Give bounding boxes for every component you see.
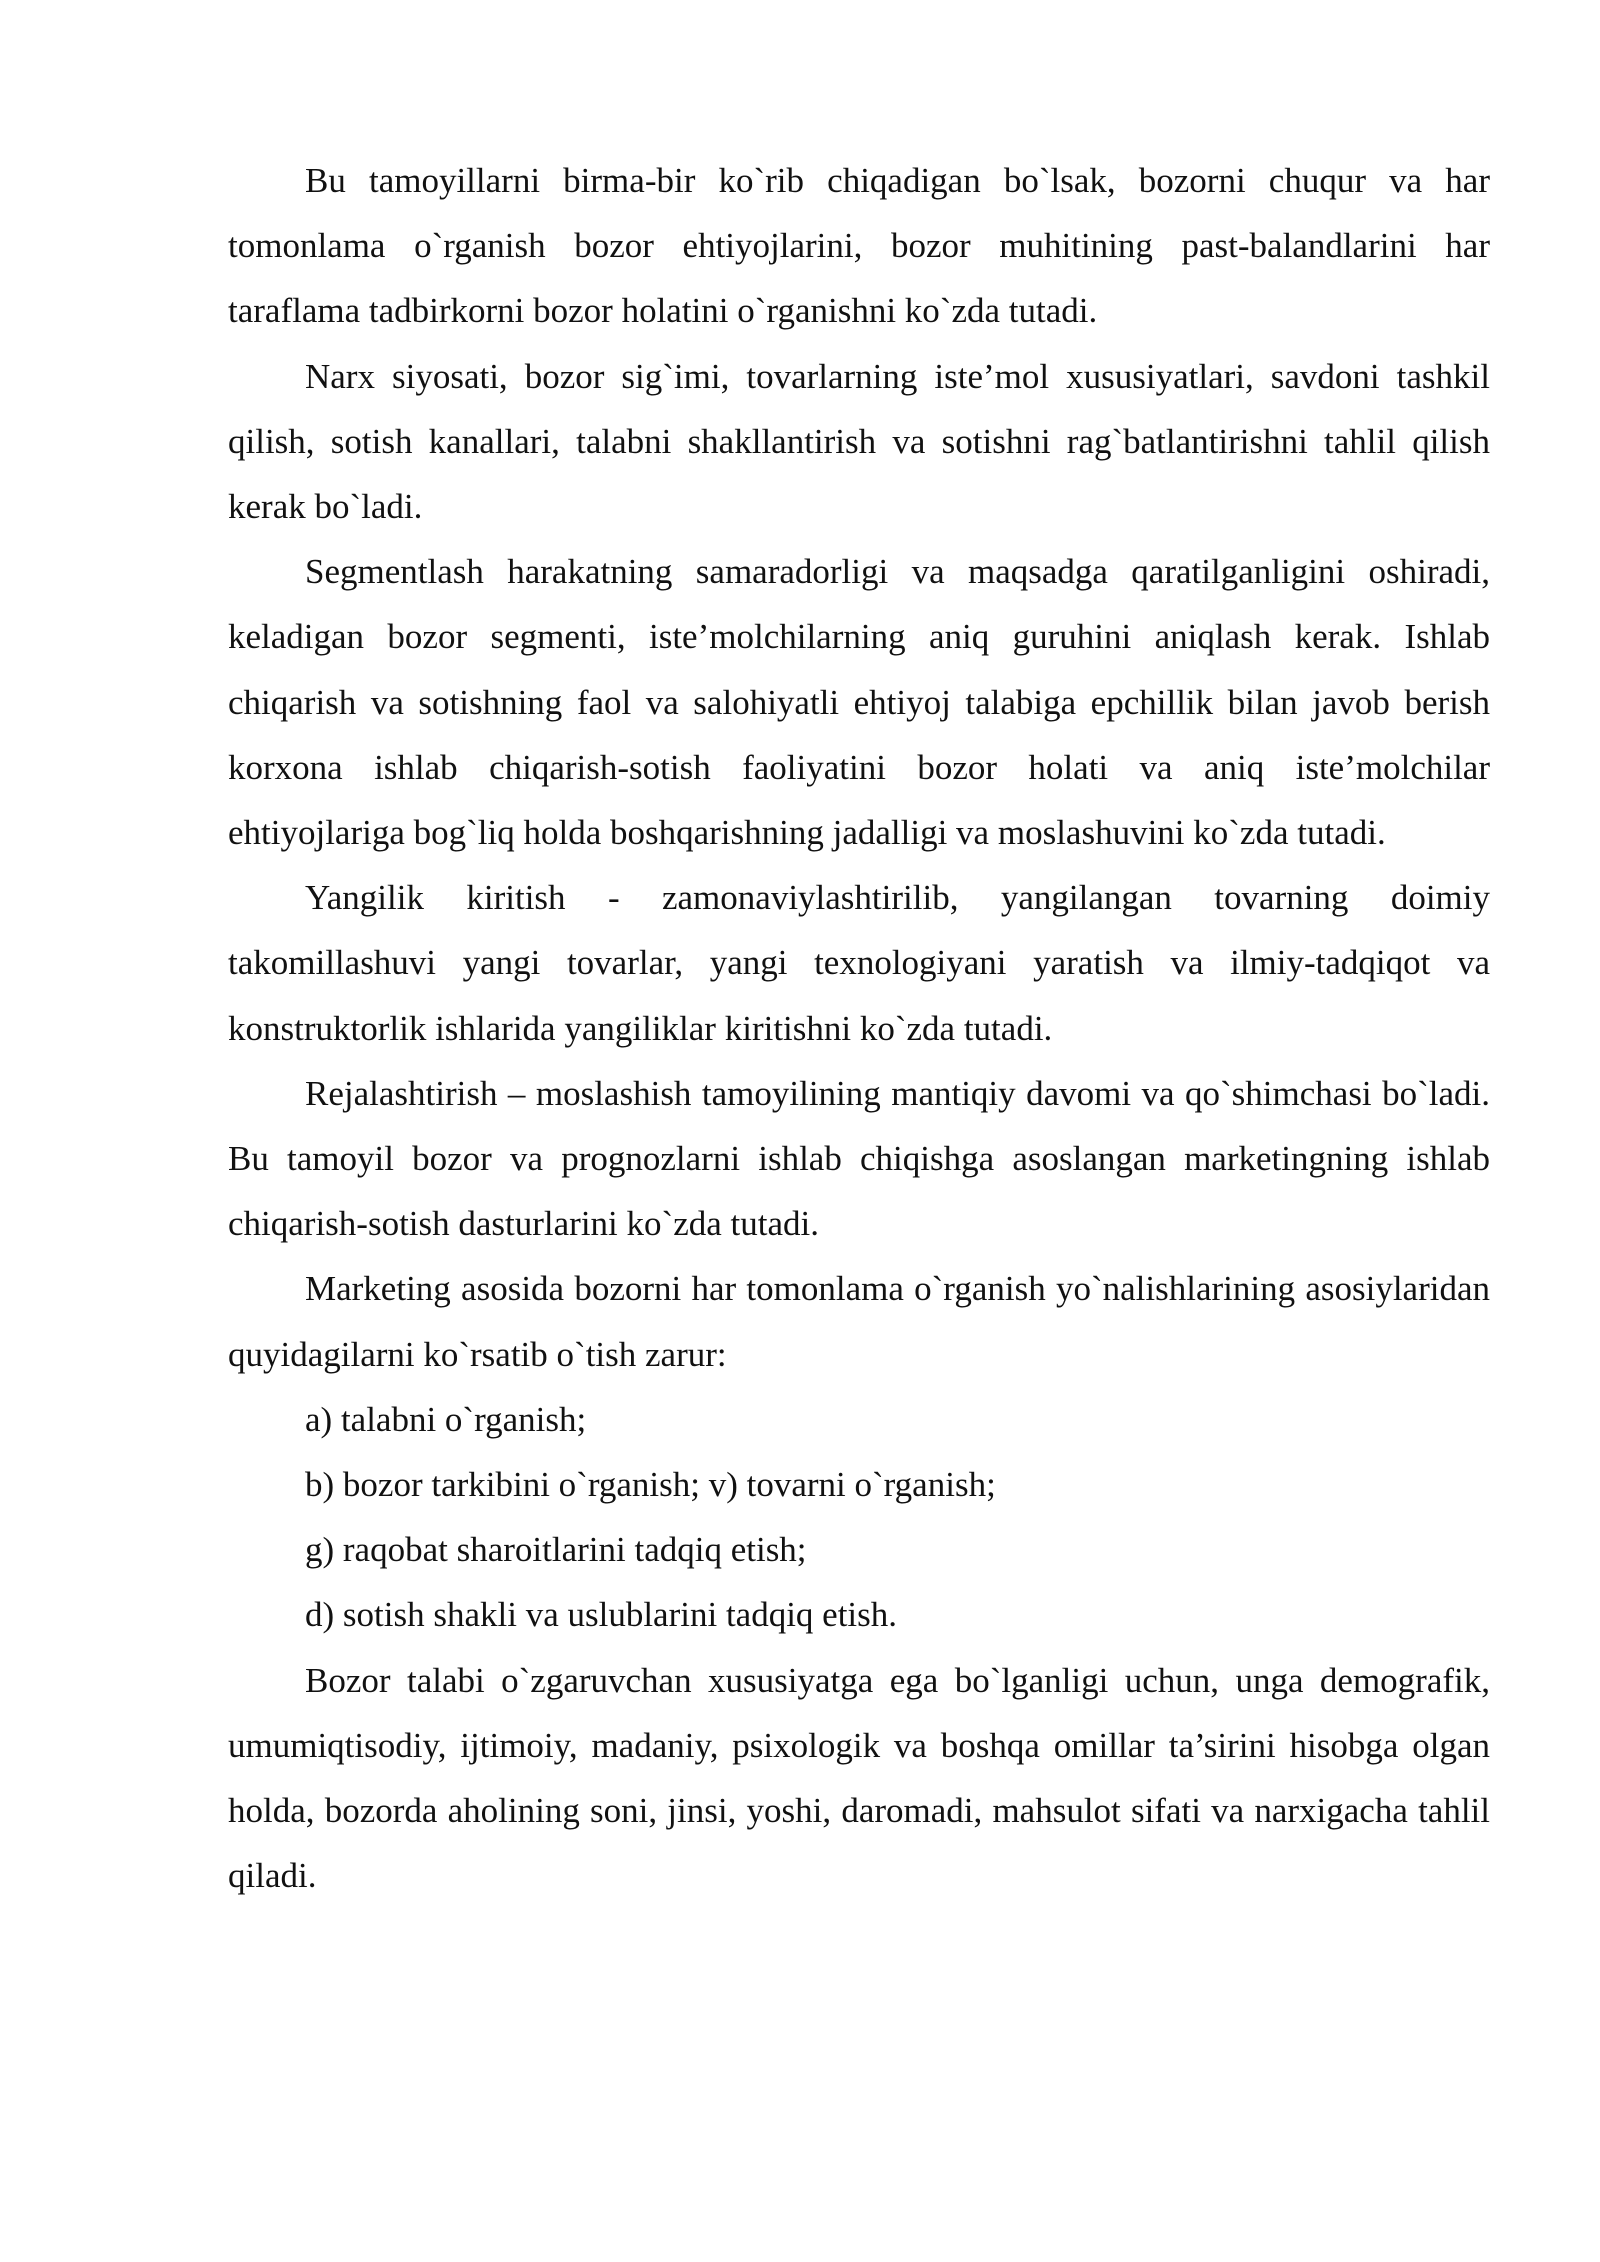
paragraph: Bozor talabi o`zgaruvchan xususiyatga ega bo`lganligi uchun, unga demografik, umumiqtisodiy, ijtimoiy, madaniy, psixologik va boshqa omillar ta’sirini hisobga olgan holda, bozorda aholining soni, jinsi, yoshi, daromadi, mahsulot sifati va narxigacha tahlil qiladi.	[228, 1660, 1490, 1896]
research-directions-list	[228, 1387, 1490, 1648]
paragraph: Rejalashtirish – moslashish tamoyilining mantiqiy davomi va qo`shimchasi bo`ladi. Bu tamoyil bozor va prognozlarni ishlab chiqishga asoslangan marketingning ishlab chiqarish-sotish dasturlarini ko`zda tutadi.	[228, 1073, 1490, 1244]
list-item: d) sotish shakli va uslublarini tadqiq etish.	[305, 1595, 898, 1635]
list-item: b) bozor tarkibini o`rganish; v) tovarni o`rganish;	[305, 1465, 996, 1505]
paragraph: Marketing asosida bozorni har tomonlama o`rganish yo`nalishlarining asosiylaridan quyidagilarni ko`rsatib o`tish zarur:	[228, 1269, 1490, 1374]
list-item: g) raqobat sharoitlarini tadqiq etish;	[305, 1530, 807, 1570]
paragraph: Yangilik kiritish - zamonaviylashtirilib, yangilangan tovarning doimiy takomillashuvi yangi tovarlar, yangi texnologiyani yaratish va ilmiy-tadqiqot va konstruktorlik ishlarida yangiliklar kiritishni ko`zda tutadi.	[228, 878, 1490, 1048]
document-page	[228, 148, 1490, 1908]
paragraph: Bu tamoyillarni birma-bir ko`rib chiqadigan bo`lsak, bozorni chuqur va har tomonlama o`rganish bozor ehtiyojlarini, bozor muhitining past-balandlarini har taraflama tadbirkorni bozor holatini o`rganishni ko`zda tutadi.	[228, 161, 1490, 331]
paragraph: Segmentlash harakatning samaradorligi va maqsadga qaratilganligini oshiradi, keladigan bozor segmenti, iste’molchilarning aniq guruhini aniqlash kerak. Ishlab chiqarish va sotishning faol va salohiyatli ehtiyoj talabiga epchillik bilan javob berish korxona ishlab chiqarish-sotish faoliyatini bozor holati va aniq iste’molchilar ehtiyojlariga bog`liq holda boshqarishning jadalligi va moslashuvini ko`zda tutadi.	[228, 552, 1490, 853]
paragraph: Narx siyosati, bozor sig`imi, tovarlarning iste’mol xususiyatlari, savdoni tashkil qilish, sotish kanallari, talabni shakllantirish va sotishni rag`batlantirishni tahlil qilish kerak bo`ladi.	[228, 356, 1490, 527]
list-item: a) talabni o`rganish;	[305, 1399, 587, 1439]
